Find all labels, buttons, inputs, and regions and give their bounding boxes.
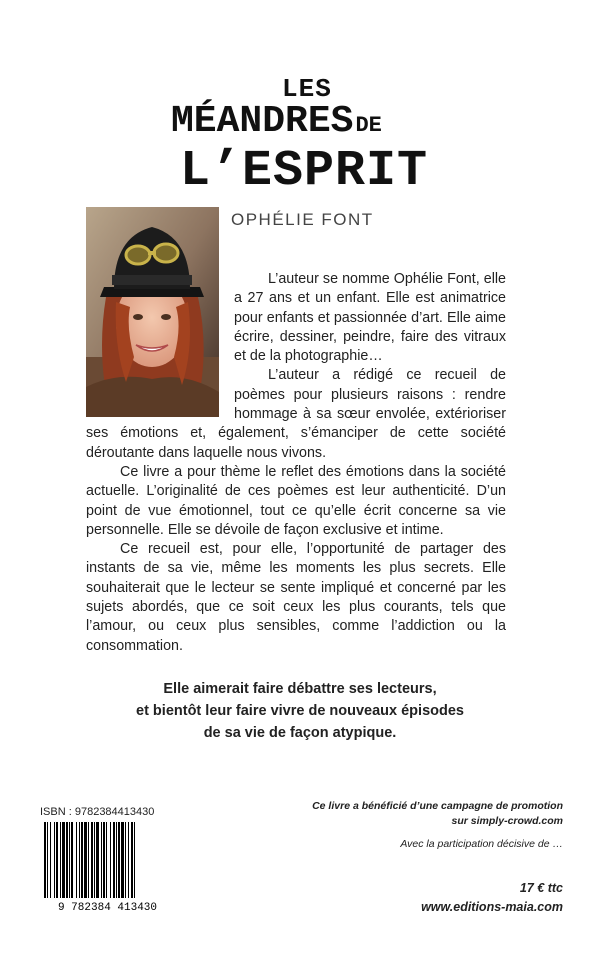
- barcode-bar: [84, 822, 87, 898]
- isbn-label: ISBN : 9782384413430: [40, 806, 155, 818]
- barcode-bar: [103, 822, 105, 898]
- barcode-bar: [79, 822, 80, 898]
- promo-line-1: Ce livre a bénéficié d’une campagne de promotion: [312, 800, 563, 812]
- title-line-3: L’ESPRIT: [180, 143, 429, 200]
- barcode-bar: [66, 822, 68, 898]
- barcode-bar: [113, 822, 115, 898]
- barcode-bar: [60, 822, 61, 898]
- barcode-bar: [56, 822, 58, 898]
- paragraph-3: Ce livre a pour thème le reflet des émotions dans la société actuelle. L’originalité de ces poèmes est leur authenticité. D’un point de vue émotionnel, tout ce qu’elle écrit concerne sa vie personnelle. Elle se dévoile de façon exclusive et intime.: [86, 463, 506, 538]
- barcode-bar: [62, 822, 65, 898]
- participation-text: Avec la participation décisive de …: [400, 838, 563, 850]
- paragraph-2: L’auteur a rédigé ce recueil de poèmes pour plusieurs raisons : rendre hommage à sa sœur envolée, extérioriser ses émotions et, également, s’émanciper de cette société déroutante dans laquelle nous vivons.: [86, 367, 506, 461]
- title-word-de: DE: [355, 113, 382, 138]
- barcode-bar: [101, 822, 102, 898]
- barcode-bar: [131, 822, 133, 898]
- body-text: [86, 270, 506, 656]
- pull-quote: [0, 678, 600, 744]
- paragraph-1: L’auteur se nomme Ophélie Font, elle a 27 ans et un enfant. Elle est animatrice pour enfants et passionnée d’art. Elle aime écrire, dessiner, peindre, faire des vitraux et de la photographie…: [234, 271, 506, 365]
- barcode-bar: [54, 822, 55, 898]
- barcode-bar: [106, 822, 107, 898]
- barcode-bar: [121, 822, 124, 898]
- barcode-bar: [134, 822, 135, 898]
- promo-line-2: sur simply-crowd.com: [451, 815, 563, 827]
- promo-text: [312, 799, 563, 829]
- photo-spacer: [86, 270, 234, 415]
- title-line-1: LES: [282, 74, 332, 104]
- barcode-bar: [116, 822, 117, 898]
- author-name: OPHÉLIE FONT: [231, 210, 374, 229]
- barcode: [40, 820, 175, 912]
- website: www.editions-maia.com: [421, 900, 563, 914]
- title-line-2: [171, 100, 382, 143]
- barcode-bar: [125, 822, 126, 898]
- quote-line-3: de sa vie de façon atypique.: [203, 725, 397, 741]
- price: 17 € ttc: [519, 881, 563, 895]
- barcode-bar: [47, 822, 48, 898]
- barcode-digits: 9 782384 413430: [57, 902, 158, 912]
- barcode-bar: [50, 822, 51, 898]
- quote-line-1: Elle aimerait faire débattre ses lecteurs,: [163, 681, 437, 697]
- barcode-bar: [96, 822, 99, 898]
- barcode-bar: [91, 822, 93, 898]
- barcode-bar: [71, 822, 73, 898]
- barcode-bar: [44, 822, 46, 898]
- barcode-bar: [118, 822, 120, 898]
- barcode-bar: [76, 822, 77, 898]
- barcode-bar: [94, 822, 95, 898]
- barcode-bar: [128, 822, 129, 898]
- barcode-bar: [69, 822, 70, 898]
- barcode-bar: [81, 822, 83, 898]
- paragraph-4: Ce recueil est, pour elle, l’opportunité de partager des instants de sa vie, même les moments les plus secrets. Elle souhaiterait que le lecteur se sente impliqué et concerné par les sujets abordés, que ce soit ceux les plus courants, tels que l’amour, ou ceux plus sensibles, comme l’addiction ou la consommation.: [86, 541, 506, 654]
- barcode-bar: [110, 822, 111, 898]
- quote-line-2: et bientôt leur faire vivre de nouveaux épisodes: [136, 703, 464, 719]
- barcode-bar: [88, 822, 89, 898]
- title-word-meandres: MÉANDRES: [171, 100, 354, 143]
